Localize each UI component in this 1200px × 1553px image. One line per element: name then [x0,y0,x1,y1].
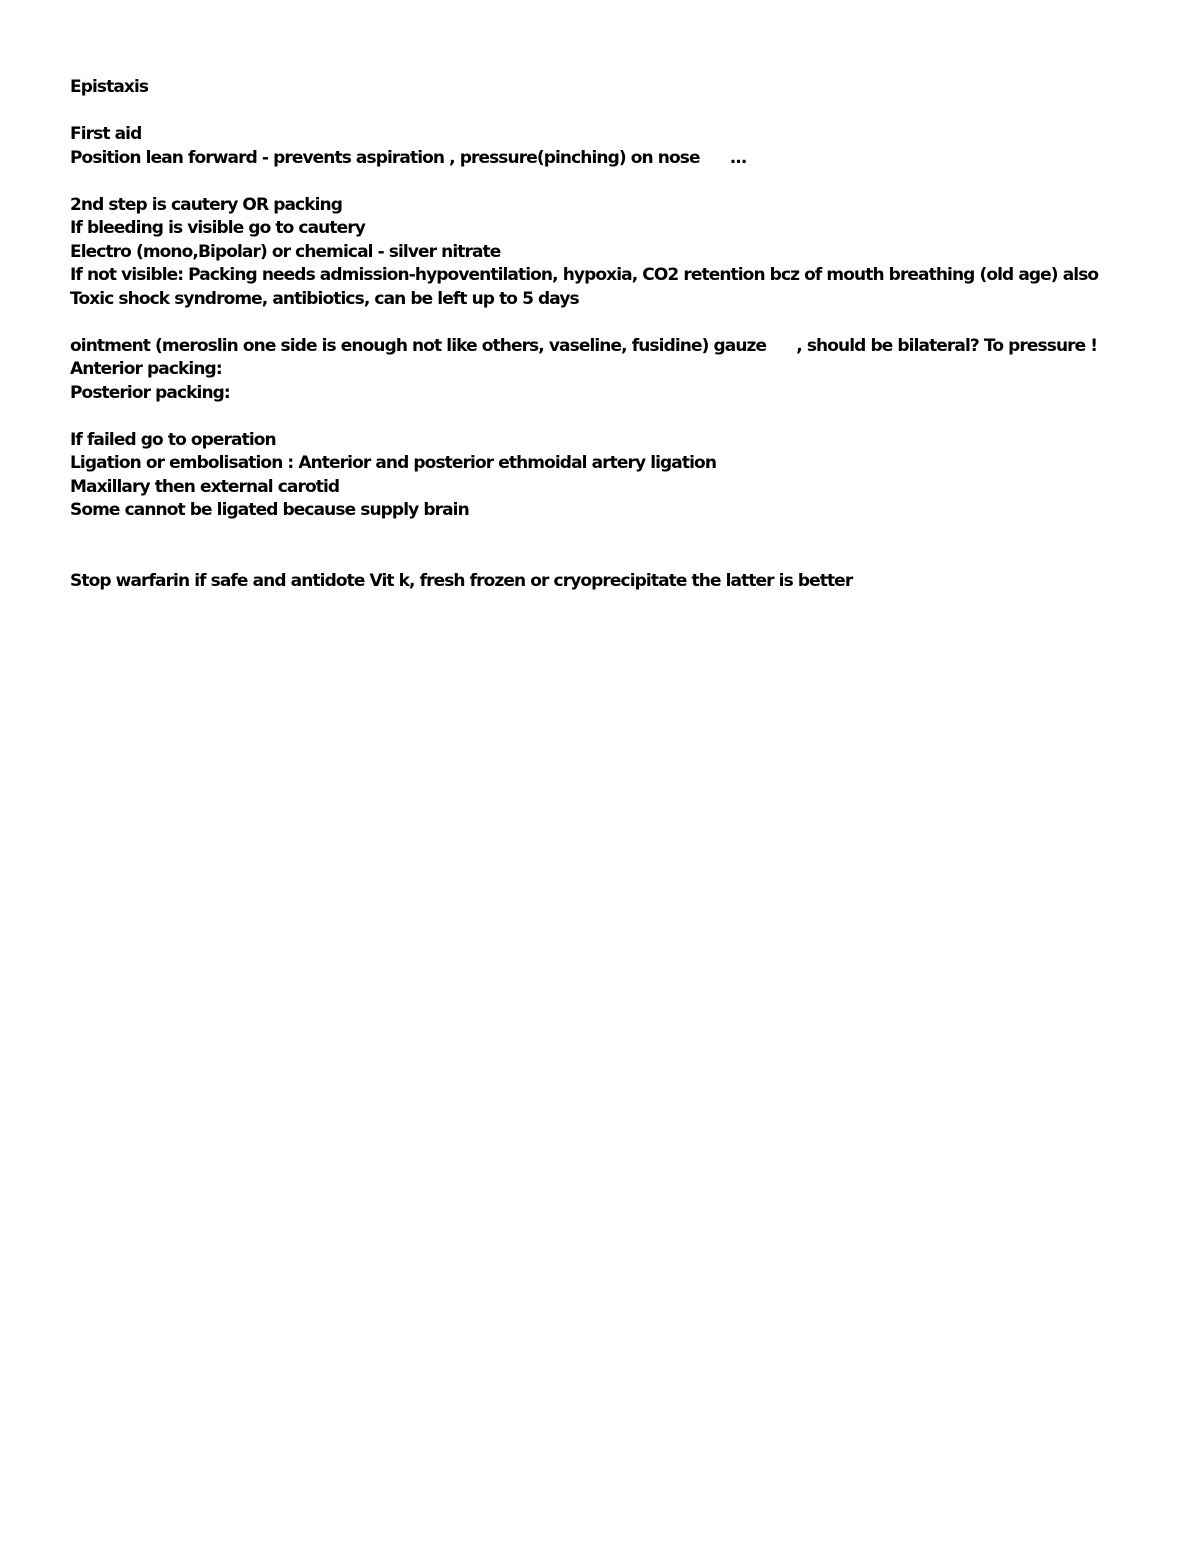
second-step-line: 2nd step is cautery OR packing [70,194,343,215]
spacer [70,100,1180,124]
second-step-line: Electro (mono,Bipolar) or chemical - silver nitrate [70,241,501,262]
spacer [70,405,1180,429]
spacer [70,170,1180,194]
operation-line: If failed go to operation [70,429,276,450]
document-body [70,76,1180,593]
packing-line: ointment (meroslin one side is enough not like others, vaseline, fusidine) gauze , should be bilateral? To pressure ! [70,335,1098,356]
first-aid-heading: First aid [70,124,142,144]
second-step-line: Toxic shock syndrome, antibiotics, can be left up to 5 days [70,288,579,309]
document-title: Epistaxis [70,77,149,97]
warfarin-line: Stop warfarin if safe and antidote Vit k, fresh frozen or cryoprecipitate the latter is better [70,570,853,591]
first-aid-line: Position lean forward - prevents aspiration , pressure(pinching) on nose ... [70,147,747,168]
spacer [70,523,1180,570]
anterior-packing-label: Anterior packing: [70,359,222,379]
operation-line: Maxillary then external carotid [70,476,340,497]
second-step-line: If bleeding is visible go to cautery [70,218,365,238]
operation-line: Some cannot be ligated because supply brain [70,500,469,520]
spacer [70,311,1180,335]
second-step-line: If not visible: Packing needs admission-hypoventilation, hypoxia, CO2 retention bcz of mouth breathing (old age) also [70,265,1099,285]
posterior-packing-label: Posterior packing: [70,382,230,403]
operation-line: Ligation or embolisation : Anterior and posterior ethmoidal artery ligation [70,453,717,473]
